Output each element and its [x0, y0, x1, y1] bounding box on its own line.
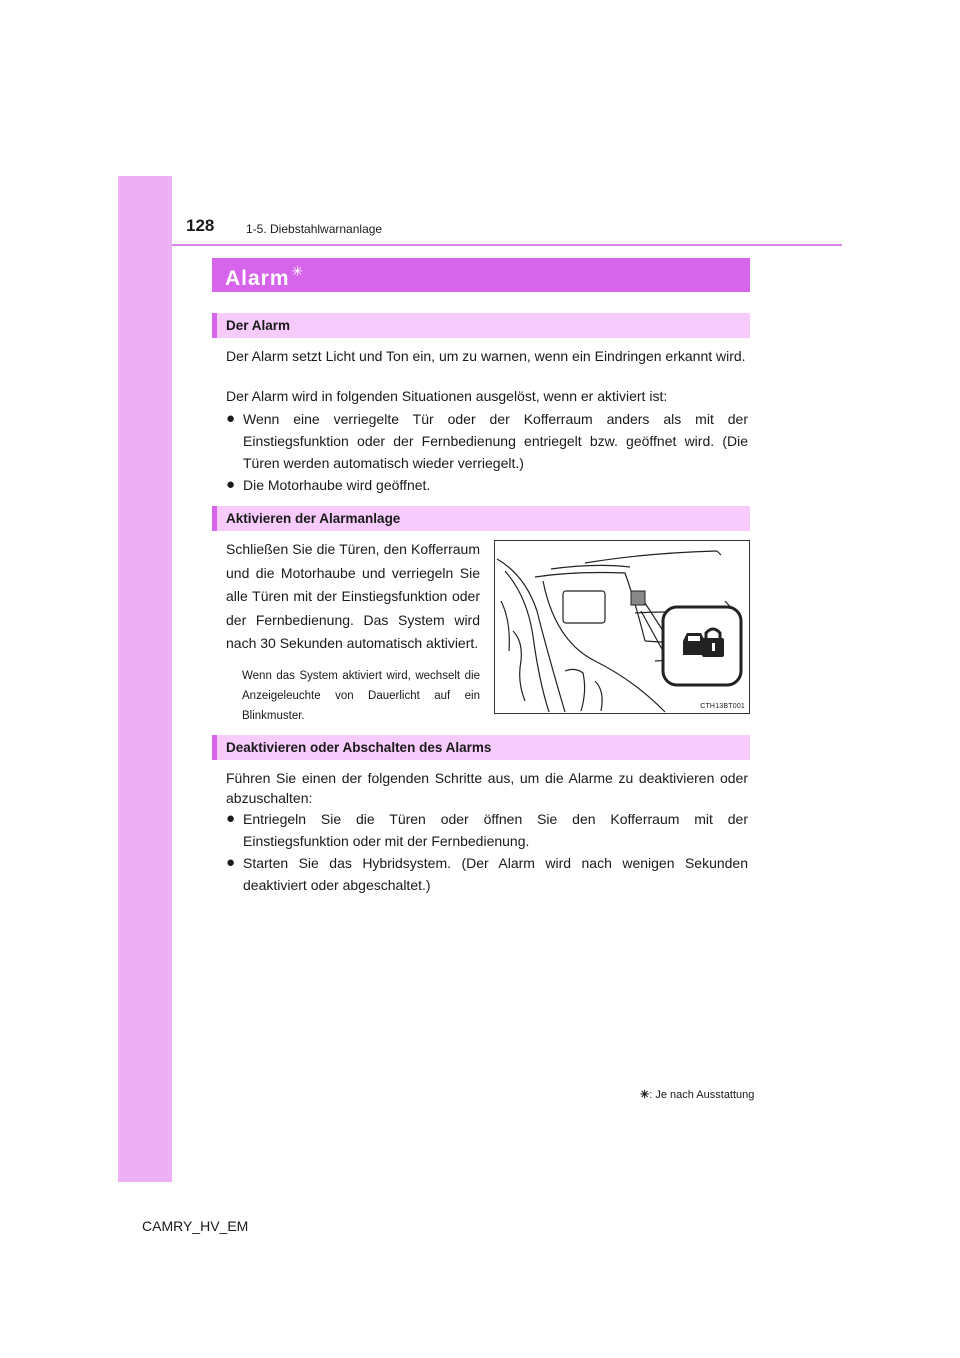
subheading-label: Deaktivieren oder Abschalten des Alarms — [226, 740, 492, 755]
figure-code: CTH13BT001 — [700, 703, 745, 710]
section-label: 1-5. Diebstahlwarnanlage — [246, 222, 383, 236]
paragraph-activation: Schließen Sie die Türen, den Kofferraum und die Motorhaube und verriegeln Sie alle Türen mit der Einstiegsfunktion oder der Fernbedienung. Das System wird nach 30 Sekunden automatisch aktiviert. — [226, 541, 480, 651]
subheading-label: Aktivieren der Alarmanlage — [226, 511, 401, 526]
paragraph-note: Wenn das System aktiviert wird, wechselt die Anzeigeleuchte von Dauerlicht auf ein Blinkmuster. — [242, 670, 480, 722]
list-item — [226, 408, 748, 474]
list-item — [226, 474, 748, 496]
list-item — [226, 852, 748, 896]
subheading-aktivieren — [212, 506, 750, 531]
list-item-text: Wenn eine verriegelte Tür oder der Kofferraum anders als mit der Einstiegsfunktion oder der Fernbedienung entriegelt bzw. geöffnet wird. (Die Türen werden automatisch wieder verriegelt.) — [243, 411, 748, 471]
bullet-icon: ● — [226, 410, 236, 427]
dashboard-drawing — [495, 541, 749, 713]
list-item-text: Entriegeln Sie die Türen oder öffnen Sie den Kofferraum mit der Einstiegsfunktion oder mit der Fernbedienung. — [243, 811, 748, 849]
paragraph-intro: Der Alarm setzt Licht und Ton ein, um zu warnen, wenn ein Eindringen erkannt wird. — [226, 348, 746, 364]
paragraph-deactivation: Führen Sie einen der folgenden Schritte aus, um die Alarme zu deaktivieren oder abzuschalten: — [226, 770, 748, 806]
footnote — [640, 1088, 754, 1101]
subheading-label: Der Alarm — [226, 318, 291, 333]
subheading-deaktivieren — [212, 735, 750, 760]
page-title — [225, 263, 304, 291]
asterisk-mark: ✳ — [291, 263, 305, 279]
side-tab-strip — [118, 176, 172, 1182]
list-item — [226, 808, 748, 852]
page-title-text: Alarm — [225, 267, 290, 290]
asterisk-mark: ✳ — [640, 1089, 650, 1101]
footnote-text: : Je nach Ausstattung — [649, 1089, 755, 1101]
title-bar — [212, 258, 750, 292]
bullet-icon: ● — [226, 854, 236, 871]
subheading-der-alarm — [212, 313, 750, 338]
header-rule — [172, 244, 842, 246]
page-number: 128 — [186, 216, 215, 235]
dashboard-illustration — [494, 540, 750, 714]
paragraph-conditions: Der Alarm wird in folgenden Situationen ausgelöst, wenn er aktiviert ist: — [226, 388, 668, 404]
list-item-text: Starten Sie das Hybridsystem. (Der Alarm wird nach wenigen Sekunden deaktiviert oder abgeschaltet.) — [243, 855, 748, 893]
list-item-text: Die Motorhaube wird geöffnet. — [243, 477, 431, 493]
bullet-icon: ● — [226, 810, 236, 827]
bullet-icon: ● — [226, 476, 236, 493]
document-code: CAMRY_HV_EM — [142, 1218, 249, 1234]
